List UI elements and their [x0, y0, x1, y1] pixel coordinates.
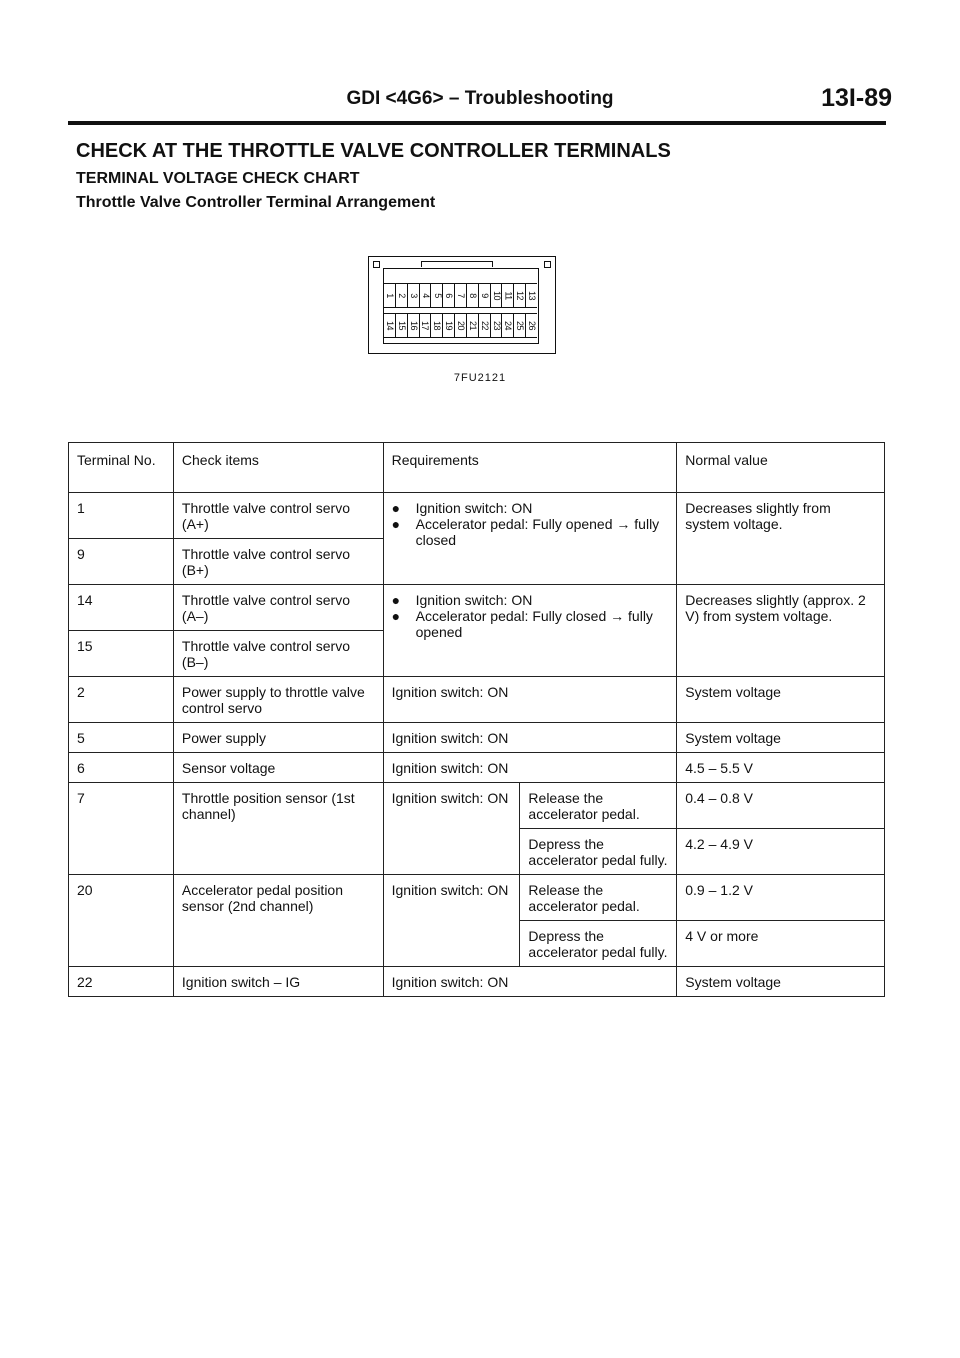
pin: 5: [431, 283, 443, 307]
requirement-line: Ignition switch: ON: [415, 592, 533, 608]
pin-row-1: [384, 283, 537, 307]
terminal-voltage-table: [68, 442, 885, 997]
pin: 1: [384, 283, 396, 307]
pin: 23: [491, 313, 503, 337]
check-item-cell: Power supply: [173, 723, 383, 753]
terminal-cell: 22: [69, 967, 174, 997]
terminal-cell: 6: [69, 753, 174, 783]
terminal-cell: 2: [69, 677, 174, 723]
requirements-cell: Ignition switch: ON: [383, 967, 677, 997]
pin: 17: [420, 313, 432, 337]
requirements-cell: Ignition switch: ON: [383, 753, 677, 783]
check-item-cell: Power supply to throttle valve control servo: [173, 677, 383, 723]
chart-title: TERMINAL VOLTAGE CHECK CHART: [76, 170, 360, 187]
bullet-icon: ●: [391, 516, 401, 532]
normal-value-cell: 0.4 – 0.8 V: [677, 783, 885, 829]
pin: 14: [384, 313, 396, 337]
terminal-cell: 7: [69, 783, 174, 875]
requirement-line: Accelerator pedal: Fully opened → fully closed: [415, 516, 660, 548]
check-item-cell: Ignition switch – IG: [173, 967, 383, 997]
requirements-cell: [383, 493, 677, 585]
connector-body: [383, 268, 539, 344]
normal-value-cell: System voltage: [677, 677, 885, 723]
pin: 22: [479, 313, 491, 337]
table-row: [69, 753, 885, 783]
pin: 24: [502, 313, 514, 337]
pin: 25: [514, 313, 526, 337]
pin: 12: [514, 283, 526, 307]
normal-value-cell: Decreases slightly from system voltage.: [677, 493, 885, 585]
section-title: CHECK AT THE THROTTLE VALVE CONTROLLER TERMINALS: [76, 140, 671, 162]
bullet-icon: ●: [391, 592, 401, 608]
pin: 7: [455, 283, 467, 307]
pin: 2: [396, 283, 408, 307]
requirements-cell: Ignition switch: ON: [383, 723, 677, 753]
figure-code: 7FU2121: [453, 372, 507, 384]
pin: 13: [527, 290, 538, 300]
requirement-line: Ignition switch: ON: [415, 500, 533, 516]
normal-value-cell: 4 V or more: [677, 921, 885, 967]
pin: 18: [431, 313, 443, 337]
requirements-cell: Ignition switch: ON: [383, 783, 520, 875]
pin: 11: [502, 283, 514, 307]
normal-value-cell: 4.5 – 5.5 V: [677, 753, 885, 783]
header-rule: [68, 121, 886, 125]
header-requirements: Requirements: [383, 443, 677, 493]
table-row: [69, 677, 885, 723]
normal-value-cell: Decreases slightly (approx. 2 V) from system voltage.: [677, 585, 885, 677]
bullet-icon: ●: [391, 500, 401, 516]
header-title: GDI <4G6> – Troubleshooting: [346, 88, 614, 109]
check-item-cell: Sensor voltage: [173, 753, 383, 783]
condition-cell: Depress the accelerator pedal fully.: [520, 829, 677, 875]
pin: 10: [491, 283, 503, 307]
pin-row-2: [384, 313, 537, 337]
pin: 19: [443, 313, 455, 337]
table-header-row: [69, 443, 885, 493]
terminal-cell: 20: [69, 875, 174, 967]
table-row: [69, 723, 885, 753]
requirement-line: Accelerator pedal: Fully closed → fully opened: [415, 608, 653, 640]
page-number: 13I-89: [821, 84, 892, 112]
normal-value-cell: System voltage: [677, 967, 885, 997]
condition-cell: Release the accelerator pedal.: [520, 783, 677, 829]
bullet-icon: ●: [391, 608, 401, 624]
check-item-cell: Throttle position sensor (1st channel): [173, 783, 383, 875]
header-terminal: Terminal No.: [69, 443, 174, 493]
table-row: [69, 493, 885, 539]
table-row: [69, 783, 885, 829]
header-check-items: Check items: [173, 443, 383, 493]
terminal-cell: 5: [69, 723, 174, 753]
requirements-cell: Ignition switch: ON: [383, 677, 677, 723]
normal-value-cell: 0.9 – 1.2 V: [677, 875, 885, 921]
pin: 8: [467, 283, 479, 307]
pin: 3: [408, 283, 420, 307]
normal-value-cell: System voltage: [677, 723, 885, 753]
requirements-cell: [383, 585, 677, 677]
pin: 4: [420, 283, 432, 307]
figure-title: Throttle Valve Controller Terminal Arrangement: [76, 194, 436, 211]
pin-row-line: [384, 337, 537, 338]
pin: 20: [455, 313, 467, 337]
terminal-cell: 9: [69, 539, 174, 585]
table-row: [69, 875, 885, 921]
connector-latch: [421, 261, 493, 267]
table-row: [69, 967, 885, 997]
connector-peg-left: [373, 261, 380, 268]
pin: 6: [443, 283, 455, 307]
condition-cell: Depress the accelerator pedal fully.: [520, 921, 677, 967]
condition-cell: Release the accelerator pedal.: [520, 875, 677, 921]
normal-value-cell: 4.2 – 4.9 V: [677, 829, 885, 875]
pin: 26: [527, 320, 538, 330]
terminal-cell: 14: [69, 585, 174, 631]
table-row: [69, 585, 885, 631]
pin: 9: [479, 283, 491, 307]
connector-peg-right: [544, 261, 551, 268]
terminal-cell: 1: [69, 493, 174, 539]
check-item-cell: Throttle valve control servo (B–): [173, 631, 383, 677]
check-item-cell: Throttle valve control servo (A–): [173, 585, 383, 631]
pin: 21: [467, 313, 479, 337]
connector-diagram: [368, 256, 556, 354]
check-item-cell: Throttle valve control servo (B+): [173, 539, 383, 585]
header-normal-value: Normal value: [677, 443, 885, 493]
pin-row-line: [384, 307, 537, 308]
pin: 15: [396, 313, 408, 337]
check-item-cell: Accelerator pedal position sensor (2nd channel): [173, 875, 383, 967]
requirements-cell: Ignition switch: ON: [383, 875, 520, 967]
terminal-cell: 15: [69, 631, 174, 677]
pin: 16: [408, 313, 420, 337]
check-item-cell: Throttle valve control servo (A+): [173, 493, 383, 539]
